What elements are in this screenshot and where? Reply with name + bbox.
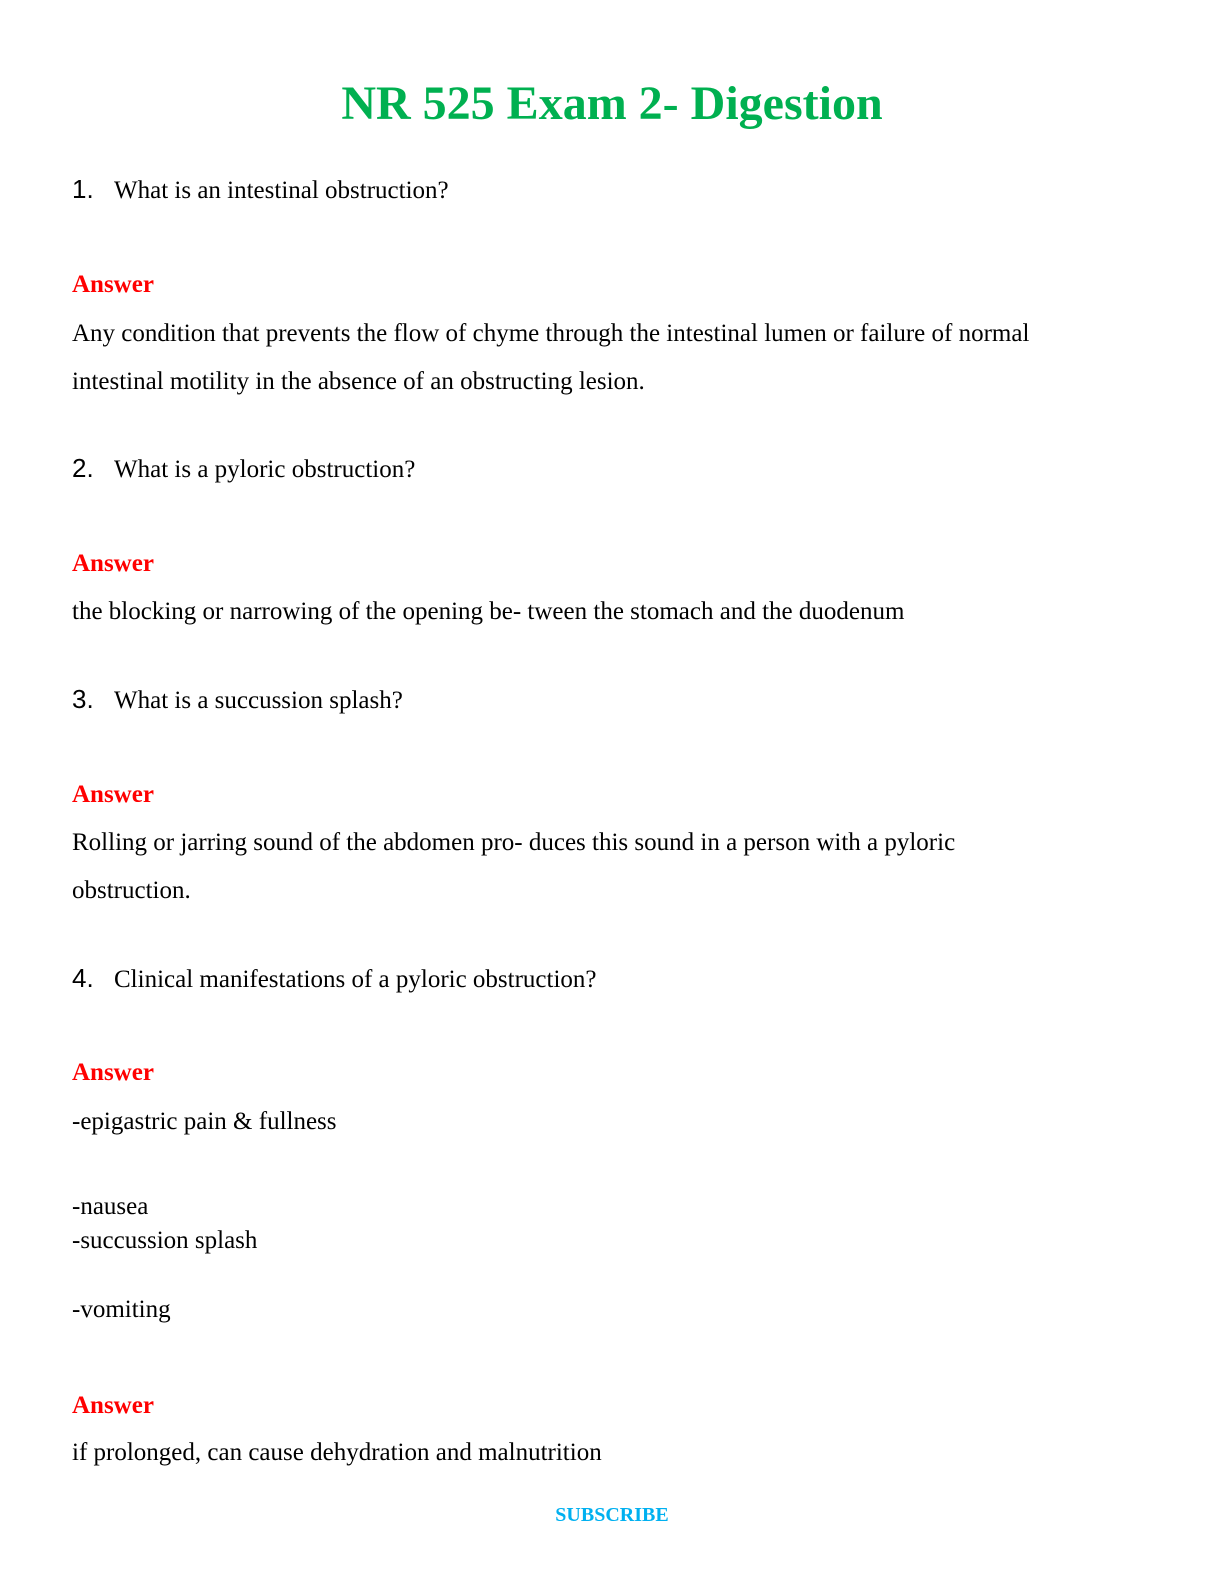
answer-text: Any condition that prevents the flow of chyme through the intestinal lumen or failure of normal intestinal motility in the absence of an obstructing lesion. xyxy=(72,320,1030,395)
question-text: What is a pyloric obstruction? xyxy=(114,456,416,483)
answer-text: the blocking or narrowing of the opening be- tween the stomach and the duodenum xyxy=(72,598,905,625)
answer-list-item: -nausea xyxy=(72,1193,149,1220)
question-1 xyxy=(72,172,449,208)
subscribe-link[interactable]: SUBSCRIBE xyxy=(555,1504,669,1526)
answer-label: Answer xyxy=(72,781,154,808)
answer-text: if prolonged, can cause dehydration and malnutrition xyxy=(72,1439,602,1466)
question-2 xyxy=(72,451,415,487)
answer-label: Answer xyxy=(72,271,154,298)
question-text: Clinical manifestations of a pyloric obstruction? xyxy=(114,966,597,993)
question-4 xyxy=(72,961,597,997)
answer-list-item: -succussion splash xyxy=(72,1227,258,1254)
question-number: 2. xyxy=(72,453,94,483)
answer-label: Answer xyxy=(72,550,154,577)
question-3 xyxy=(72,682,403,718)
document-title: NR 525 Exam 2- Digestion xyxy=(341,77,883,130)
question-number: 1. xyxy=(72,174,94,204)
answer-label: Answer xyxy=(72,1059,154,1086)
answer-list-item: -vomiting xyxy=(72,1296,171,1323)
question-text: What is an intestinal obstruction? xyxy=(114,177,449,204)
answer-text: Rolling or jarring sound of the abdomen pro- duces this sound in a person with a pyloric obstruction. xyxy=(72,829,956,904)
question-text: What is a succussion splash? xyxy=(114,687,403,714)
answer-label: Answer xyxy=(72,1392,154,1419)
question-number: 3. xyxy=(72,684,94,714)
answer-list-item: -epigastric pain & fullness xyxy=(72,1108,337,1135)
question-number: 4. xyxy=(72,963,94,993)
